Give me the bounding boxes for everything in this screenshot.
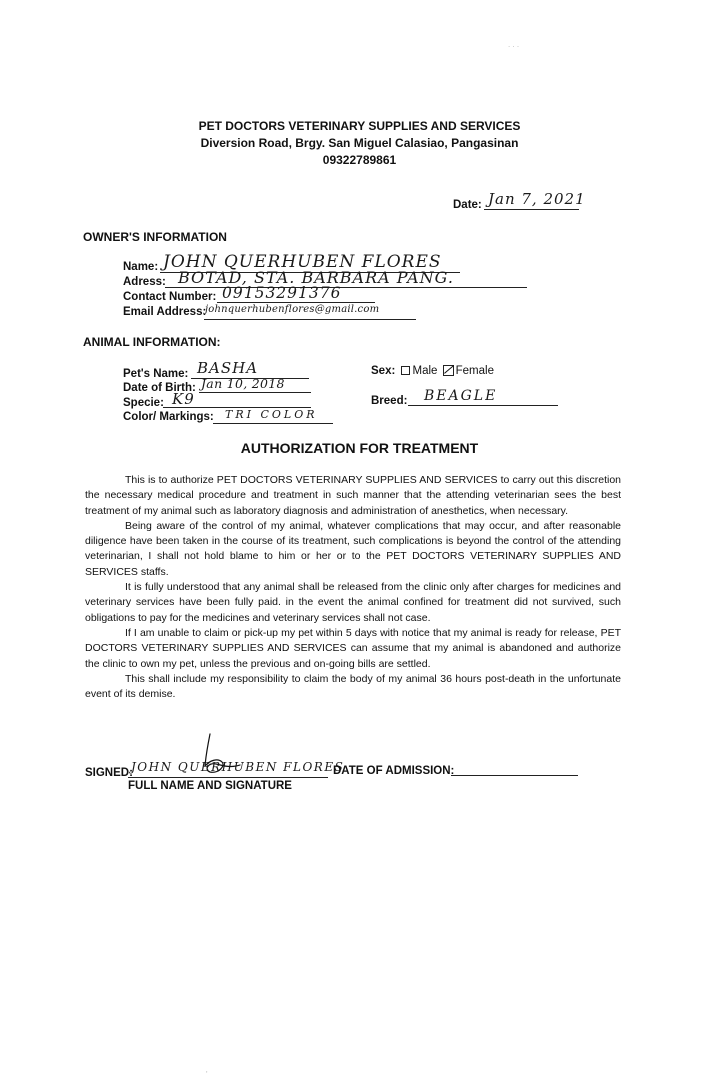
dob-line (199, 392, 311, 393)
color-label: Color/ Markings: (123, 411, 214, 423)
dob-label: Date of Birth: (123, 382, 196, 394)
owner-email-line (204, 319, 416, 320)
pet-name-value: BASHA (197, 359, 259, 377)
sex-male-checkbox[interactable] (401, 366, 410, 375)
sex-label: Sex: (371, 365, 396, 378)
authorization-paragraph: This is to authorize PET DOCTORS VETERINARY SUPPLIES AND SERVICES to carry out this discretion the necessary medical procedure and treatment in such manner that the attending veterinarian sees the best treatment of my animal such as laboratory diagnosis and administration of anesthetics, when necessary. (85, 474, 621, 517)
business-name: PET DOCTORS VETERINARY SUPPLIES AND SERVICES (198, 119, 521, 133)
signed-label: SIGNED: (85, 767, 133, 779)
owner-contact-value: 09153291376 (222, 284, 342, 302)
authorization-title: AUTHORIZATION FOR TREATMENT (240, 440, 479, 456)
authorization-paragraph: This shall include my responsibility to claim the body of my animal 36 hours post-death in the unfortunate event of its demise. (85, 672, 621, 701)
specie-label: Specie: (123, 397, 164, 409)
breed-label: Breed: (371, 395, 408, 407)
owner-contact-label: Contact Number: (123, 291, 217, 303)
owner-email-label: Email Address: (123, 306, 207, 318)
business-phone: 09322789861 (322, 153, 397, 167)
owner-address-value: BOTAD, STA. BARBARA PANG. (178, 268, 454, 287)
date-label: Date: (453, 199, 482, 211)
sex-male-label: Male (412, 365, 438, 378)
date-value: Jan 7, 2021 (488, 190, 586, 208)
color-value: TRI COLOR (225, 408, 318, 421)
scan-speck-bottom: ' (206, 1070, 208, 1079)
animal-section-title: ANIMAL INFORMATION: (83, 335, 221, 349)
authorization-paragraph: If I am unable to claim or pick-up my pet within 5 days with notice that my animal is ready for release, PET DOCTORS VETERINARY SUPPLIES AND SERVICES can assume that my animal is abandoned and authorize the clinic to own my pet, unless the previous and on-going bills are settled. (85, 626, 621, 670)
admission-line (451, 775, 578, 776)
sex-female-label: Female (455, 365, 494, 378)
date-line (484, 209, 579, 210)
business-address: Diversion Road, Brgy. San Miguel Calasiao, Pangasinan (200, 136, 519, 150)
signature-scribble-icon (188, 732, 248, 787)
authorization-paragraph: Being aware of the control of my animal, whatever complications that may occur, and after reasonable diligence have been taken in the course of its treatment, such complications is beyond the control of the attending veterinarian, I shall not hold blame to him or her or to the PET DOCTORS VETERINARY SUPPLIES AND SERVICES staffs. (85, 519, 621, 578)
scan-speck: . . . (508, 40, 520, 49)
sex-field (371, 365, 494, 377)
admission-label: DATE OF ADMISSION: (333, 765, 455, 777)
owner-email-value: johnquerhubenflores@gmail.com (205, 304, 380, 315)
pet-name-label: Pet's Name: (123, 368, 189, 380)
breed-line (408, 405, 558, 406)
signed-name-value: JOHN QUERHUBEN FLORES (131, 760, 345, 774)
owner-address-line (165, 287, 527, 288)
owner-contact-line (217, 302, 375, 303)
color-line (213, 423, 333, 424)
owner-name-label: Name: (123, 261, 159, 273)
breed-value: BEAGLE (424, 388, 498, 404)
sex-female-checkbox[interactable] (443, 365, 454, 376)
authorization-paragraph: It is fully understood that any animal shall be released from the clinic only after charges for medicines and veterinary services have been fully paid. in the event the animal confined for treatment did not survived, such obligations to pay for the medicines and veterinary services shall not case. (85, 581, 621, 624)
authorization-body (85, 473, 621, 702)
owner-name-value: JOHN QUERHUBEN FLORES (163, 252, 442, 272)
full-name-label: FULL NAME AND SIGNATURE (128, 780, 292, 792)
dob-value: Jan 10, 2018 (201, 376, 285, 391)
owner-section-title: OWNER'S INFORMATION (83, 230, 227, 244)
owner-address-label: Adress: (123, 276, 166, 288)
specie-value: K9 (172, 390, 195, 408)
